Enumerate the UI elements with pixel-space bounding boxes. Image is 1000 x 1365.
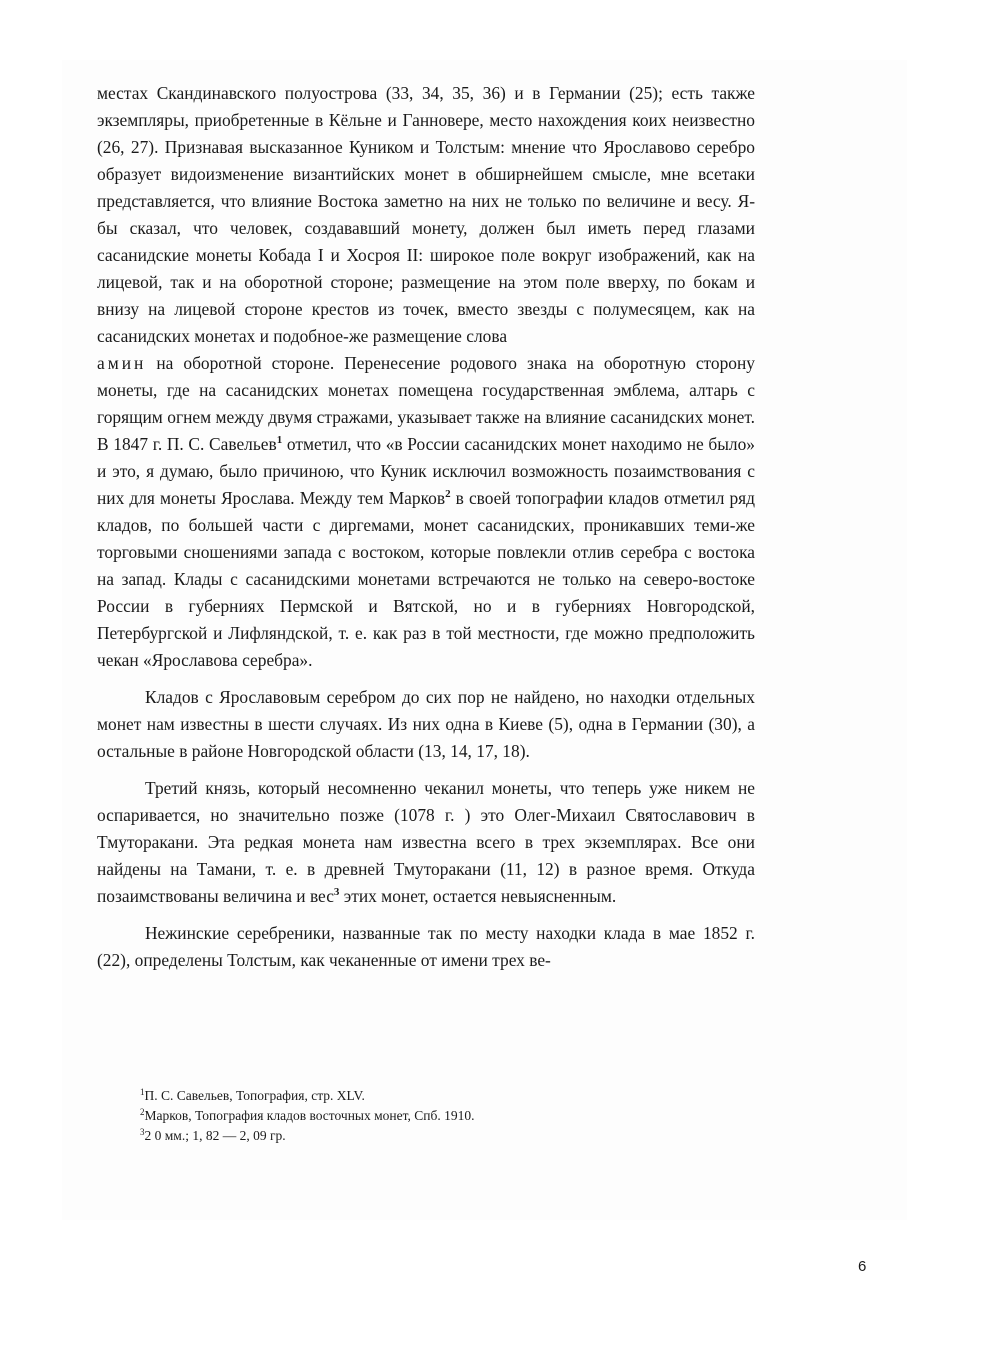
footnote-2-text: Марков, Топография кладов восточных монет, Спб. 1910. [144, 1108, 475, 1123]
paragraph-1-part-1: местах Скандинавского полуострова (33, 34, 35, 36) и в Германии (25); есть также экземпляры, приобретенные в Кёльне и Ганновере, место нахождения коих неизвестно (26, 27). Признавая высказанное Куником и Толстым: мнение что Ярославово серебро образует видоизменение византийских монет в обширнейшем смысле, мне всетаки представляется, что влияние Востока заметно на них не только по величине и весу. Я-бы сказал, что человек, создававший монету, должен был иметь перед глазами сасанидские монеты Кобада I и Хосроя II: широкое поле вокруг изображений, как на лицевой, так и на оборотной стороне; размещение на этом поле вверху, по бокам и внизу на лицевой стороне крестов из точек, вместо звезды с полумесяцем, как на сасанидских монетах и подобное-же размещение слова [97, 83, 755, 346]
footnote-ref-1: 1 [276, 434, 283, 446]
footnote-3-text: 2 0 мм.; 1, 82 — 2, 09 гр. [144, 1128, 286, 1143]
page-number: 6 [858, 1258, 867, 1275]
main-text [97, 80, 755, 974]
paragraph-3-part-1: Третий князь, который несомненно чеканил монеты, что теперь уже никем не оспаривается, но значительно позже (1078 г. ) это Олег-Михаил Святославович в Тмуторакани. Эта редкая монета нам известна всего в трех экземплярах. Все они найдены на Тамани, т. е. в древней Тмуторакани (11, 12) в разное время. Откуда позаимствованы величина и вес [97, 778, 755, 906]
footnote-3-mark: 3 [140, 1127, 145, 1137]
footnote-3 [140, 1126, 740, 1146]
footnote-ref-2: 2 [445, 488, 451, 500]
paragraph-1 [97, 80, 755, 674]
footnote-1 [140, 1086, 740, 1106]
paragraph-1-part-4: в своей топографии кладов отметил ряд кладов, по большей части с диргемами, монет сасанидских, проникавших теми-же торговыми сношениями запада с востоком, которые повлекли отлив серебра с востока на запад. Клады с сасанидскими монетами встречаются не только на северо-востоке России в губерниях Пермской и Вятской, но и в губерниях Новгородской, Петербургской и Лифляндской, т. е. как раз в той местности, где можно предположить чекан «Ярославова серебра». [97, 488, 756, 670]
paragraph-1-part-3: отметил, что «в России сасанидских монет находимо не было» и это, я думаю, было причиною, что Куник исключил возможность позаимствования с них для монеты Ярослава. Между тем Марков [97, 434, 755, 508]
footnote-1-mark: 1 [140, 1087, 145, 1097]
footnote-ref-3: 3 [333, 886, 340, 898]
footnote-2-mark: 2 [140, 1107, 145, 1117]
paragraph-2: Кладов с Ярославовым серебром до сих пор не найдено, но находки отдельных монет нам известны в шести случаях. Из них одна в Киеве (5), одна в Германии (30), а остальные в районе Новгородской области (13, 14, 17, 18). [97, 687, 755, 761]
paragraph-1-part-2: на оборотной стороне. Перенесение родового знака на оборотную сторону монеты, где на сасанидских монетах помещена государственная эмблема, алтарь с горящим огнем между двумя стражами, указывает также на влияние сасанидских монет. В 1847 г. П. С. Савельев [97, 353, 755, 454]
footnote-2 [140, 1106, 740, 1126]
paragraph-4: Нежинские серебреники, названные так по месту находки клада в мае 1852 г. (22), определены Толстым, как чеканенные от имени трех ве- [97, 923, 755, 970]
footnotes [140, 1086, 740, 1146]
paragraph-3 [97, 775, 755, 910]
spaced-word-amin: амин [97, 353, 147, 373]
paragraph-3-part-2: этих монет, остается невыясненным. [339, 886, 617, 906]
footnote-1-text: П. С. Савельев, Топография, стр. XLV. [144, 1088, 365, 1103]
